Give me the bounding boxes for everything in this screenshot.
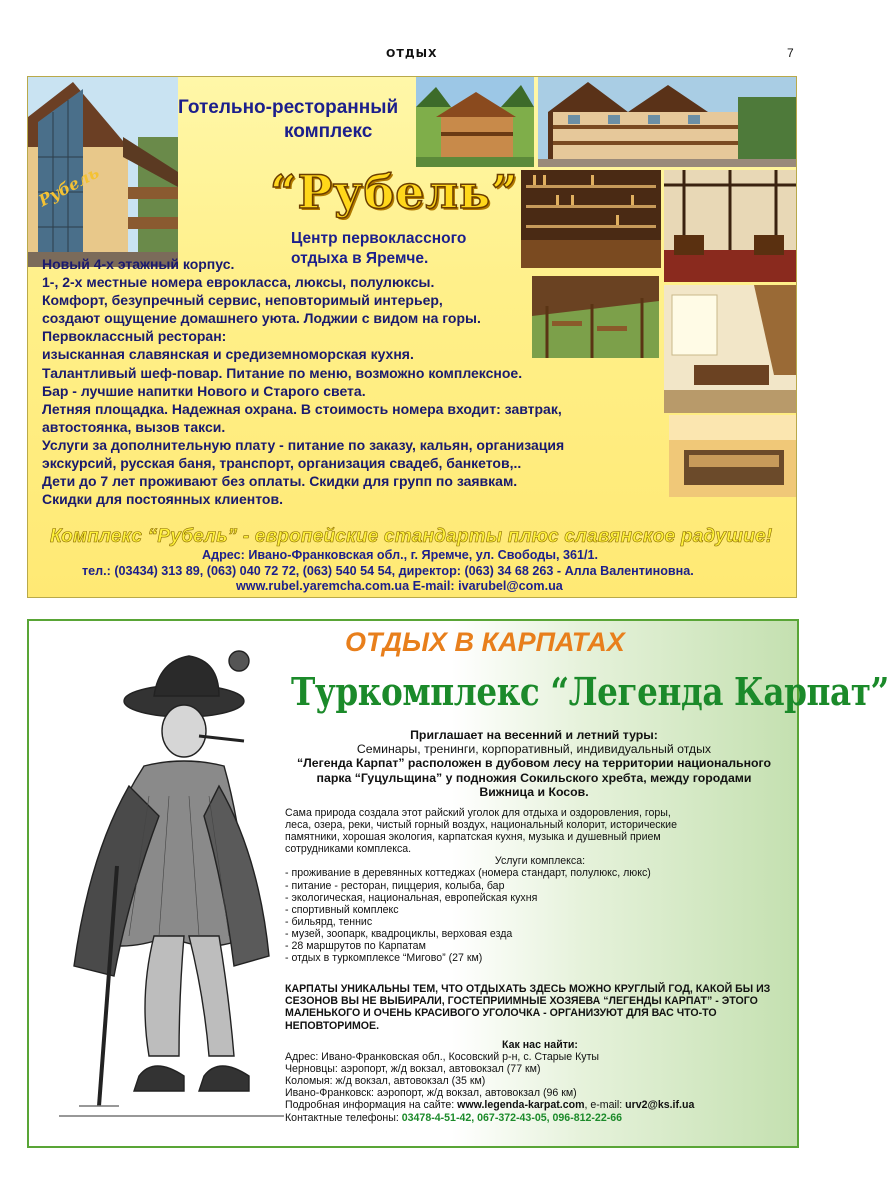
ad1-body-line: Скидки для постоянных клиентов. xyxy=(42,491,283,508)
site-link[interactable]: www.legenda-karpat.com xyxy=(457,1099,585,1112)
bedroom-photo xyxy=(669,415,796,497)
ad2-service-item: - 28 маршрутов по Карпатам xyxy=(285,940,426,953)
ad2-service-item: - спортивный комплекс xyxy=(285,903,399,916)
ad1-body-line: Услуги за дополнительную плату - питание по заказу, кальян, организация xyxy=(42,436,565,453)
site-label: Подробная информация на сайте: xyxy=(285,1099,458,1112)
ad1-brand-title: “Рубель” xyxy=(270,165,519,219)
ad1-address: Адрес: Ивано-Франковская обл., г. Яремче, ул. Свободы, 361/1. xyxy=(202,548,599,562)
ad2-direction-line: Ивано-Франковск: аэропорт, ж/д вокзал, автовокзал (96 км) xyxy=(285,1087,577,1100)
phones-label: Контактные телефоны: xyxy=(285,1111,402,1124)
ad2-service-item: - питание - ресторан, пиццерия, колыба, бар xyxy=(285,879,505,892)
ad2-intro xyxy=(279,728,789,799)
section-title: ОТДЫХ xyxy=(386,47,438,60)
ad1-subtitle-line2: комплекс xyxy=(284,121,373,142)
ad1-body-line: автостоянка, вызов такси. xyxy=(42,418,226,435)
ad2-nature-line: леса, озера, реки, чистый горный воздух, национальный колорит, исторические xyxy=(285,819,677,832)
phones-value: 03478-4-51-42, 067-372-43-05, 096-812-22-66 xyxy=(401,1111,623,1124)
ad2-service-item: - отдых в туркомплексе “Мигово” (27 км) xyxy=(285,952,483,965)
ad2-location-line: “Легенда Карпат” расположен в дубовом лесу на территории национального xyxy=(296,756,772,771)
lounge-room-photo xyxy=(664,285,796,413)
ad2-direction-line: Адрес: Ивано-Франковская обл., Косовский р-н, с. Старые Куты xyxy=(285,1051,600,1064)
ad2-direction-line: Коломыя: ж/д вокзал, автовокзал (35 км) xyxy=(285,1075,486,1088)
restaurant-hall-photo xyxy=(664,170,796,282)
ad2-site-line xyxy=(285,1099,795,1111)
ad2-directions xyxy=(285,1039,795,1124)
ad2-phones-line xyxy=(285,1112,795,1124)
building-sign: Рубель xyxy=(35,162,103,211)
ad1-body-line: 1-, 2-х местные номера еврокласса, люксы, полулюксы. xyxy=(42,274,435,291)
ad1-slogan: Комплекс “Рубель” - европейские стандарты плюс славянское радушие! xyxy=(50,526,773,547)
ad1-body-line: Первоклассный ресторан: xyxy=(42,328,227,345)
ad2-caps-paragraph: КАРПАТЫ УНИКАЛЬНЫ ТЕМ, ЧТО ОТДЫХАТЬ ЗДЕСЬ МОЖНО КРУГЛЫЙ ГОД, КАКОЙ БЫ ИЗ СЕЗОНОВ ВЫ НЕ ВЫБИРАЛИ, ГОСТЕПРИИМНЫЕ ХОЗЯЕВА “ЛЕГЕНДЫ КАРПАТ” - ЭТОГО МАЛЕНЬКОГО И ОЧЕНЬ КРАСИВОГО УГОЛОЧКА - ОРГАНИЗУЮТ ДЛЯ ВАС ЧТО-ТО НЕПОВТОРИМОЕ. xyxy=(285,983,771,1032)
ad1-phones: тел.: (03434) 313 89, (063) 040 72 72, (063) 540 54 54, директор: (063) 34 68 263 - Алла Валентиновна. xyxy=(82,564,694,578)
page-number: 7 xyxy=(787,46,794,60)
ad2-invite: Приглашает на весенний и летний туры: xyxy=(410,728,658,742)
tagline-line1: Центр первоклассного xyxy=(291,230,467,247)
ad1-body-line: экскурсий, русская баня, транспорт, организация свадеб, банкетов,.. xyxy=(42,455,522,472)
ad1-body-line: Летняя площадка. Надежная охрана. В стоимость номера входит: завтрак, xyxy=(42,400,562,417)
ad2-nature-line: сотрудниками комплекса. xyxy=(285,843,412,856)
ad2-description xyxy=(285,807,795,964)
ad2-service-item: - музей, зоопарк, квадроциклы, верховая езда xyxy=(285,927,513,940)
ad1-web-contacts: www.rubel.yaremcha.com.ua E-mail: ivarubel@com.ua xyxy=(236,579,563,593)
ad2-service-item: - бильярд, теннис xyxy=(285,915,373,928)
hotel-building-photo xyxy=(28,77,178,267)
ad1-body-line: изысканная славянская и средиземноморская кухня. xyxy=(42,346,414,363)
ad2-services-title: Услуги комплекса: xyxy=(494,855,586,868)
ad1-body-line: Комфорт, безупречный сервис, неповторимый интерьер, xyxy=(42,292,443,309)
hutsul-man-illustration xyxy=(59,636,284,1121)
chalet-photo xyxy=(538,77,796,167)
bar-photo xyxy=(521,170,661,268)
email-link[interactable]: urv2@ks.if.ua xyxy=(625,1099,695,1112)
rubel-advertisement xyxy=(27,76,797,598)
ad2-nature-line: Сама природа создала этот райский уголок для отдыха и оздоровления, горы, xyxy=(285,807,671,819)
ad1-description xyxy=(42,255,602,508)
wooden-hotel-photo xyxy=(416,77,534,167)
ad2-direction-line: Черновцы: аэропорт, ж/д вокзал, автовокзал (77 км) xyxy=(285,1063,541,1076)
ad2-brand-title: Туркомплекс “Легенда Карпат” xyxy=(291,669,889,714)
ad2-events: Семинары, тренинги, корпоративный, индивидуальный отдых xyxy=(356,742,712,757)
legenda-karpat-advertisement xyxy=(27,619,889,1148)
ad1-body-line: Новый 4-х этажный корпус. xyxy=(42,256,235,272)
ad2-heading: ОТДЫХ В КАРПАТАХ xyxy=(345,627,625,657)
ad1-body-line: Дети до 7 лет проживают без оплаты. Скидки для групп по заявкам. xyxy=(42,473,518,490)
ad2-service-item: - экологическая, национальная, европейская кухня xyxy=(285,891,538,904)
ad1-body-line: Бар - лучшие напитки Нового и Старого света. xyxy=(42,382,366,399)
ad2-nature-line: памятники, хорошая экология, карпатская кухня, музыка и душевный прием xyxy=(285,831,661,844)
ad1-subtitle-line1: Готельно-ресторанный xyxy=(178,97,399,118)
email-label: , e-mail: xyxy=(584,1099,626,1112)
ad1-body-line: создают ощущение домашнего уюта. Лоджии с видом на горы. xyxy=(42,310,481,327)
ad2-service-item: - проживание в деревянных коттеджах (номера стандарт, полулюкс, люкс) xyxy=(285,867,651,880)
ad2-how-title: Как нас найти: xyxy=(502,1039,578,1051)
tagline-line2: отдыха в Яремче. xyxy=(291,250,429,267)
ad1-body-line: Талантливый шеф-повар. Питание по меню, возможно комплексное. xyxy=(42,364,523,381)
ad2-location-line: парка “Гуцульщина” у подножия Сокильского хребта, между городами xyxy=(316,770,752,785)
ad2-location-line: Вижница и Косов. xyxy=(479,784,589,799)
